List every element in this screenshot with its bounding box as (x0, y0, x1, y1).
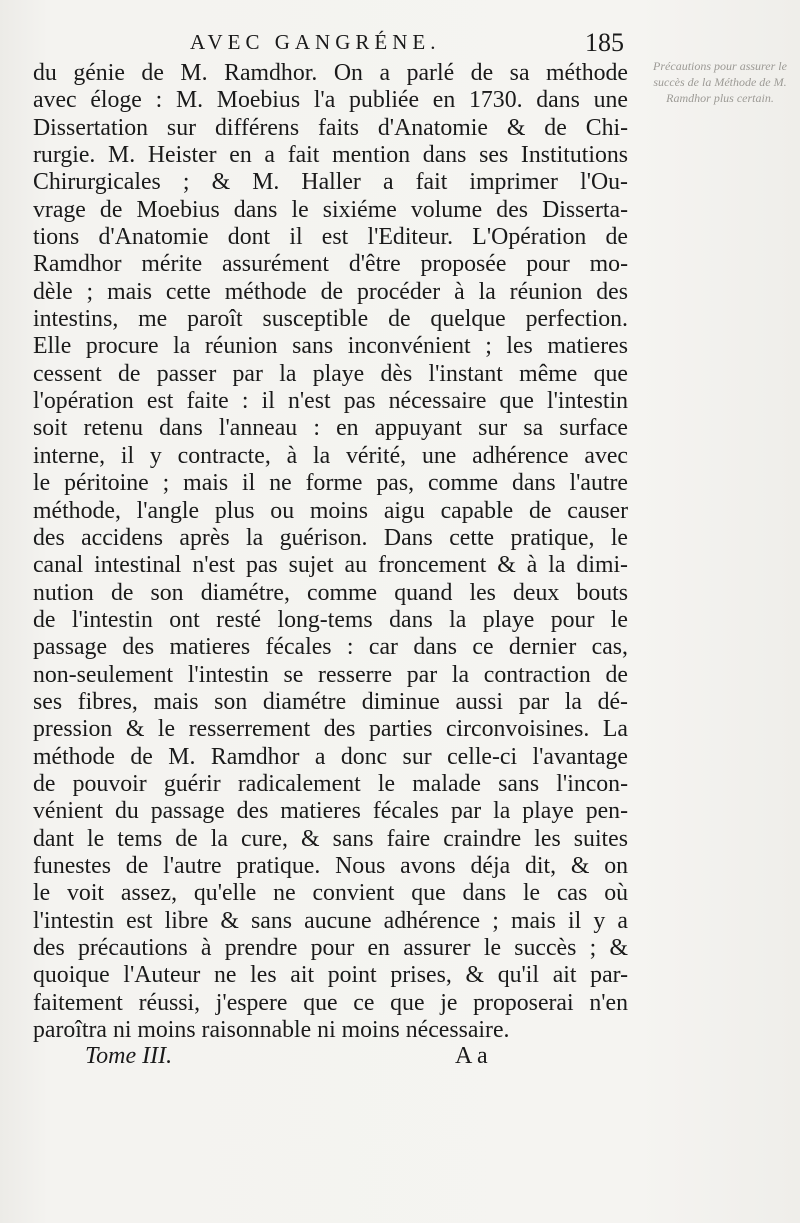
text-line: nution de son diamétre, comme quand les deux bouts (33, 579, 628, 606)
text-line: non-seulement l'intestin se resserre par la contraction de (33, 661, 628, 688)
text-line: le voit assez, qu'elle ne convient que dans le cas où (33, 880, 628, 907)
text-line: l'intestin est libre & sans aucune adhérence ; mais il y a (33, 907, 628, 934)
page-number: 185 (585, 28, 624, 57)
text-line: du génie de M. Ramdhor. On a parlé de sa méthode (33, 60, 628, 86)
text-line: dant le tems de la cure, & sans faire craindre les suites (33, 825, 628, 852)
body-text (33, 60, 628, 1044)
text-line: rurgie. M. Heister en a fait mention dans ses Institutions (33, 142, 628, 169)
text-line: de l'intestin ont resté long-tems dans la playe pour le (33, 606, 628, 633)
text-line: Dissertation sur différens faits d'Anatomie & de Chi- (33, 114, 628, 141)
text-line: quoique l'Auteur ne les ait point prises, & qu'il ait par- (33, 962, 628, 989)
volume-label: Tome III. (85, 1043, 173, 1069)
text-line: méthode, l'angle plus ou moins aigu capable de causer (33, 497, 628, 524)
text-line: des précautions à prendre pour en assurer le succès ; & (33, 935, 628, 961)
text-line: faitement réussi, j'espere que ce que je proposerai n'en (33, 989, 628, 1016)
text-line: le péritoine ; mais il ne forme pas, comme dans l'autre (33, 470, 628, 497)
text-line: intestins, me paroît susceptible de quelque perfection. (33, 306, 628, 333)
text-line: funestes de l'autre pratique. Nous avons déja dit, & on (33, 852, 628, 879)
text-line: avec éloge : M. Moebius l'a publiée en 1730. dans une (33, 87, 628, 114)
text-line: pression & le resserrement des parties circonvoisines. La (33, 716, 628, 743)
text-line: l'opération est faite : il n'est pas nécessaire que l'intestin (33, 388, 628, 415)
text-line: tions d'Anatomie dont il est l'Editeur. L'Opération de (33, 224, 628, 251)
text-line: soit retenu dans l'anneau : en appuyant sur sa surface (33, 415, 628, 442)
text-line: paroîtra ni moins raisonnable ni moins nécessaire. (33, 1017, 510, 1044)
text-line: passage des matieres fécales : car dans ce dernier cas, (33, 634, 628, 661)
running-title: AVEC GANGRÉNE. (190, 30, 441, 54)
text-line: Chirurgicales ; & M. Haller a fait imprimer l'Ou- (33, 169, 628, 196)
margin-note: Précautions pour assurer le succès de la Méthode de M. Ramdhor plus certain. (653, 59, 787, 105)
text-line: Elle procure la réunion sans inconvénient ; les matieres (33, 333, 628, 360)
text-line: de pouvoir guérir radicalement le malade sans l'incon- (33, 770, 628, 797)
text-line: canal intestinal n'est pas sujet au froncement & à la dimi- (33, 552, 628, 579)
text-line: vénient du passage des matieres fécales par la playe pen- (33, 798, 628, 825)
text-line: cessent de passer par la playe dès l'instant même que (33, 360, 628, 387)
text-line: interne, il y contracte, à la vérité, une adhérence avec (33, 442, 628, 469)
text-line: méthode de M. Ramdhor a donc sur celle-ci l'avantage (33, 743, 628, 770)
signature-mark: A a (455, 1043, 488, 1069)
text-line: dèle ; mais cette méthode de procéder à la réunion des (33, 278, 628, 305)
text-line: Ramdhor mérite assurément d'être proposée pour mo- (33, 251, 628, 278)
text-line: des accidens après la guérison. Dans cette pratique, le (33, 524, 628, 551)
text-line: vrage de Moebius dans le sixiéme volume des Disserta- (33, 196, 628, 223)
text-line: ses fibres, mais son diamétre diminue aussi par la dé- (33, 688, 628, 715)
